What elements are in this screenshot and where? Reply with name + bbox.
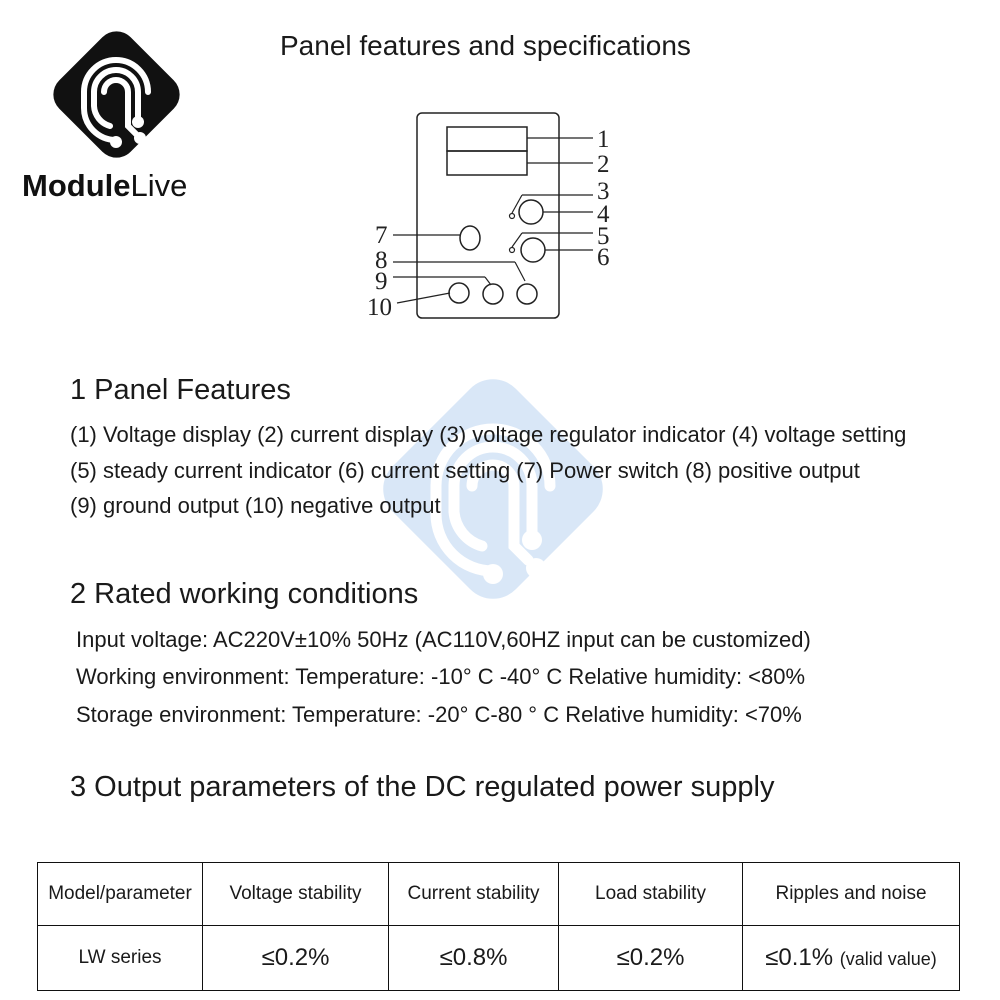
table-header-cell: Voltage stability (203, 863, 389, 926)
callout-2: 2 (597, 151, 610, 178)
table-cell-model: LW series (38, 926, 203, 991)
table-header-cell: Model/parameter (38, 863, 203, 926)
logo-text-module: Module (22, 168, 131, 203)
callout-9: 9 (375, 268, 388, 295)
callout-6: 6 (597, 244, 610, 271)
callout-8: 8 (375, 247, 388, 274)
panel-outline (417, 113, 559, 318)
rated-conditions-storage-env: Storage environment: Temperature: -20° C-80 ° C Relative humidity: <70% (76, 702, 802, 727)
current-stability-value: ≤0.8% (439, 944, 508, 971)
table-cell-load-stability (559, 926, 743, 991)
table-header-row (38, 863, 960, 926)
panel-features-line-3: (9) ground output (10) negative output (70, 493, 441, 518)
callout-5: 5 (597, 223, 610, 250)
section-heading-output-parameters: 3 Output parameters of the DC regulated power supply (70, 771, 775, 803)
logo-badge-icon (44, 22, 189, 167)
logo-text-live: Live (130, 168, 188, 203)
table-cell-ripple (743, 926, 960, 991)
section-heading-panel-features: 1 Panel Features (70, 374, 291, 406)
rated-conditions-working-env: Working environment: Temperature: -10° C -40° C Relative humidity: <80% (76, 664, 806, 689)
rated-conditions-input-voltage: Input voltage: AC220V±10% 50Hz (AC110V,60HZ input can be customized) (76, 627, 811, 652)
panel-diagram (355, 105, 635, 330)
section-heading-rated-conditions: 2 Rated working conditions (70, 578, 419, 610)
ripple-value: ≤0.1% (765, 944, 834, 971)
negative-output-terminal (449, 283, 469, 303)
callout-4: 4 (597, 201, 610, 228)
table-header-cell: Load stability (559, 863, 743, 926)
table-header-cell: Current stability (389, 863, 559, 926)
ground-output-terminal (483, 284, 503, 304)
watermark-logo-icon (368, 364, 618, 614)
table-cell-voltage-stability (203, 926, 389, 991)
voltage-display (447, 127, 527, 151)
panel-features-line-1: (1) Voltage display (2) current display (3) voltage regulator indicator (4) voltage setting (70, 422, 907, 447)
panel-features-line-2: (5) steady current indicator (6) current setting (7) Power switch (8) positive output (70, 458, 860, 483)
modulelive-logo (22, 22, 212, 202)
callout-1: 1 (597, 126, 610, 153)
callout-10: 10 (367, 294, 392, 321)
positive-output-terminal (517, 284, 537, 304)
callout-7: 7 (375, 222, 388, 249)
output-parameters-table (37, 862, 960, 991)
current-display (447, 151, 527, 175)
voltage-setting-knob (519, 200, 543, 224)
load-stability-value: ≤0.2% (616, 944, 685, 971)
voltage-regulator-indicator (510, 214, 515, 219)
logo-wordmark (22, 168, 222, 204)
page-title: Panel features and specifications (280, 30, 691, 61)
callout-3: 3 (597, 178, 610, 205)
table-row (38, 926, 960, 991)
voltage-stability-value: ≤0.2% (261, 944, 330, 971)
power-switch (460, 226, 480, 250)
steady-current-indicator (510, 248, 515, 253)
table-cell-current-stability (389, 926, 559, 991)
table-header-cell: Ripples and noise (743, 863, 960, 926)
current-setting-knob (521, 238, 545, 262)
ripple-note: (valid value) (839, 949, 937, 969)
